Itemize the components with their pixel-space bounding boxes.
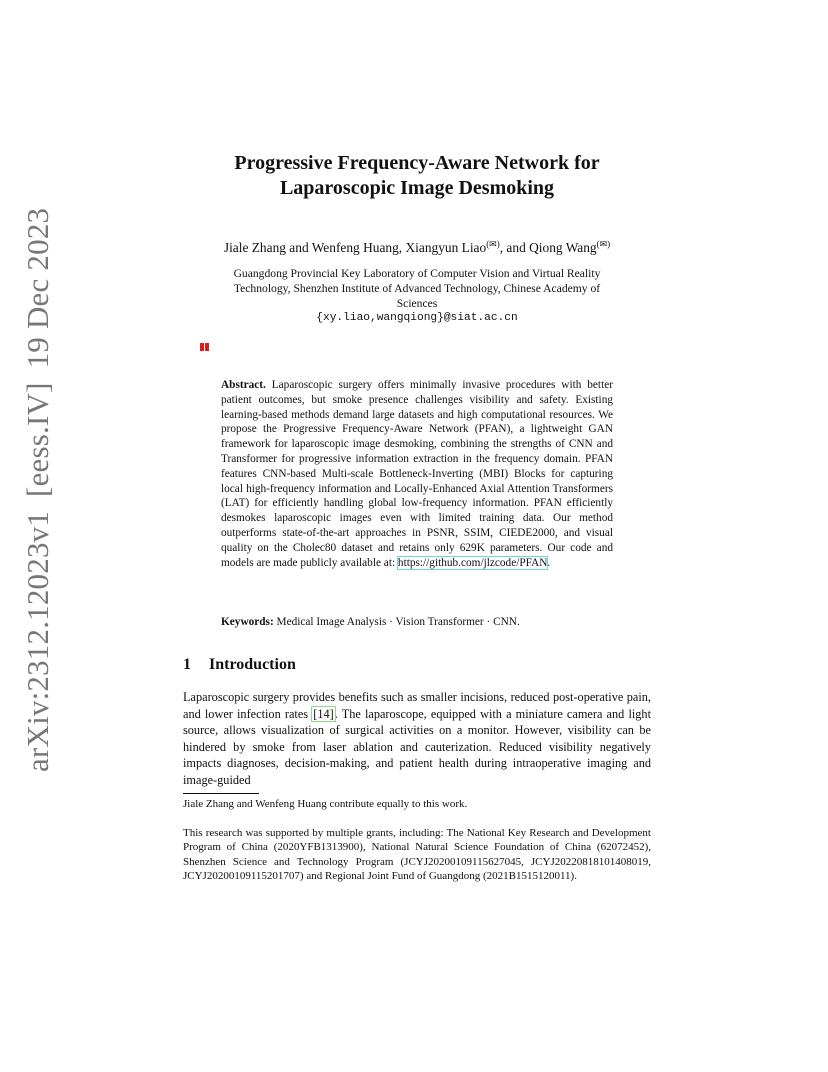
abstract-end: . <box>547 556 551 569</box>
affiliation <box>192 266 642 311</box>
author-list <box>150 235 684 257</box>
arxiv-category: [eess.IV] <box>20 382 55 497</box>
intro-text-2: . The laparoscope, equipped with a miniature camera and light source, allows visualization of surgical activities on a monitor. However, visibility can be hindered by smoke from laser ablation and cauterization. Reduced visibility negatively impacts diagnoses, decision-making, and patient health during intraoperative imaging and image-guided <box>183 706 651 787</box>
section-heading-introduction <box>183 656 296 674</box>
arxiv-id[interactable]: arXiv:2312.12023v1 <box>20 510 55 772</box>
orcid-icon[interactable] <box>200 343 209 351</box>
arxiv-sidebar-text <box>20 208 56 772</box>
abstract-text: Laparoscopic surgery offers minimally invasive procedures with better patient outcomes, but smoke presence challenges visibility and safety. Existing learning-based methods demand large datasets and high computational resources. We propose the Progressive Frequency-Aware Network (PFAN), a lightweight GAN framework for laparoscopic image desmoking, combining the strengths of CNN and Transformer for progressive information extraction in the frequency domain. PFAN features CNN-based Multi-scale Bottleneck-Inverting (MBI) Blocks for capturing local high-frequency information and Locally-Enhanced Axial Attention Transformers (LAT) for efficiently handling global low-frequency information. PFAN efficiently desmokes laparoscopic images even with limited training data. Our method outperforms state-of-the-art approaches in PSNR, SSIM, CIEDE2000, and visual quality on the Cholec80 dataset and retains only 629K parameters. Our code and models are made publicly available at: <box>221 379 613 569</box>
contact-email: {xy.liao,wangqiong}@siat.ac.cn <box>316 312 518 324</box>
code-repository-link[interactable]: https://github.com/jlzcode/PFAN <box>397 556 548 569</box>
arxiv-date: 19 Dec 2023 <box>20 207 55 369</box>
footnote-funding: This research was supported by multiple grants, including: The National Key Research and Development Program of China (2020YFB1313900), National Natural Science Foundation of China (62072452), Shenzhen Science and Technology Program (JCYJ20200109115627045, JCYJ20220818101408019, JCYJ20200109115201707) and Regional Joint Fund of Guangdong (2021B1515120011). <box>183 827 651 882</box>
title-line-1: Progressive Frequency-Aware Network for <box>234 152 600 174</box>
section-number: 1 <box>183 656 191 673</box>
affiliation-line-1: Guangdong Provincial Key Laboratory of Computer Vision and Virtual Reality <box>233 267 601 280</box>
intro-text-1: Laparoscopic surgery provides benefits such as smaller incisions, reduced post-operative pain, and lower infection rates <box>183 690 651 721</box>
footnote-divider <box>183 793 259 794</box>
abstract-label: Abstract. <box>221 379 266 391</box>
keywords-label: Keywords: <box>221 616 274 628</box>
corresponding-author-mark-2: (✉) <box>596 239 611 249</box>
keywords-text: Medical Image Analysis · Vision Transformer · CNN. <box>276 616 520 628</box>
title-line-2: Laparoscopic Image Desmoking <box>279 177 555 199</box>
paper-title <box>150 151 684 201</box>
citation-link[interactable]: [14] <box>313 706 334 721</box>
affiliation-line-3: Sciences <box>396 297 438 310</box>
keywords <box>221 615 621 630</box>
affiliation-line-2: Technology, Shenzhen Institute of Advanced Technology, Chinese Academy of <box>233 282 601 295</box>
authors-text-1: Jiale Zhang and Wenfeng Huang, Xiangyun Liao <box>223 240 487 255</box>
corresponding-author-mark-1: (✉) <box>486 239 500 249</box>
section-title: Introduction <box>209 656 296 673</box>
authors-text-2: , and Qiong Wang <box>499 240 597 255</box>
footnote-equal-contribution: Jiale Zhang and Wenfeng Huang contribute equally to this work. <box>183 798 468 810</box>
abstract <box>221 378 613 570</box>
introduction-paragraph <box>183 689 651 789</box>
